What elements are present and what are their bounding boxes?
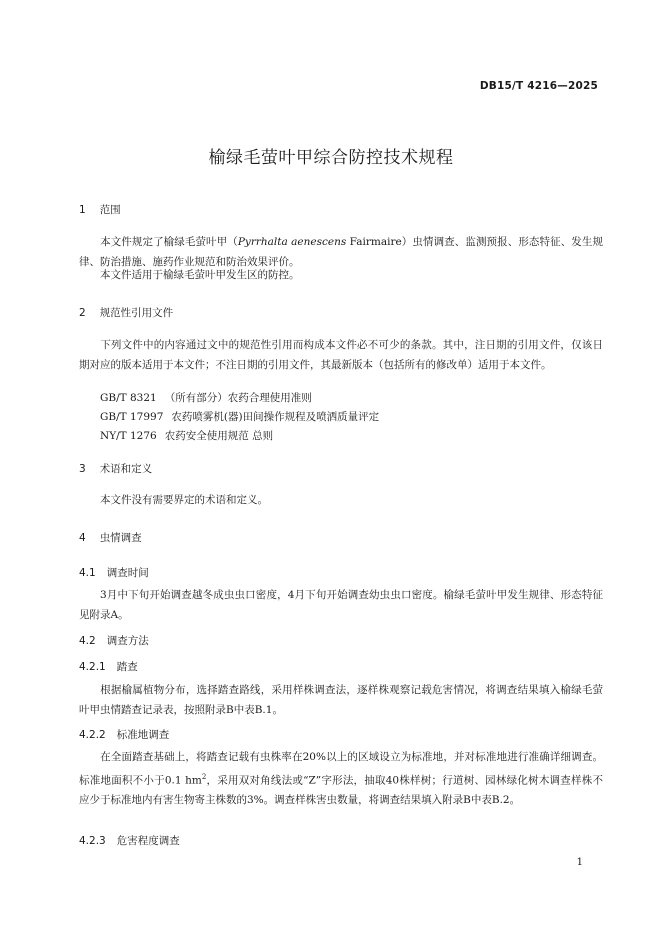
superscript: 2	[201, 772, 207, 781]
reference-code: NY/T 1276	[100, 430, 157, 442]
section-title: 范围	[99, 204, 121, 216]
reference-title: 农药喷雾机(器)田间操作规程及喷洒质量评定	[171, 411, 380, 423]
section-number: 4.2.2	[79, 729, 106, 741]
section-number: 3	[79, 463, 86, 475]
species-name: Pyrrhalta aenescens	[237, 236, 347, 248]
section-title: 调查时间	[106, 567, 149, 579]
section-title: 规范性引用文件	[99, 307, 174, 319]
section-number: 1	[79, 204, 86, 216]
normative-reference	[100, 409, 379, 424]
normative-reference	[100, 390, 312, 405]
document-title: 榆绿毛萤叶甲综合防控技术规程	[208, 148, 454, 168]
section-1-heading	[79, 202, 121, 217]
subsection-4-1-heading	[79, 565, 149, 580]
reference-title: （所有部分）农药合理使用准则	[164, 392, 312, 404]
reference-code: GB/T 8321	[100, 392, 157, 404]
normative-reference	[100, 428, 273, 443]
section-number: 4.2.1	[79, 661, 106, 673]
subsection-4-2-heading	[79, 633, 149, 648]
page-number: 1	[576, 857, 583, 868]
section-2-paragraph-1: 下列文件中的内容通过文中的规范性引用而构成本文件必不可少的条款。其中，注日期的引用文件，仅该日期对应的版本适用于本文件；不注日期的引用文件，其最新版本（包括所有的修改单）适用于本文件。	[79, 339, 603, 371]
subsection-4-1-paragraph-1: 3月中下旬开始调查越冬成虫虫口密度，4月下旬开始调查幼虫虫口密度。榆绿毛萤叶甲发生规律、形态特征见附录A。	[79, 589, 603, 621]
reference-code: GB/T 17997	[100, 411, 164, 423]
standard-code: DB15/T 4216—2025	[479, 80, 598, 92]
subsection-4-2-3-heading	[79, 833, 180, 848]
section-number: 4	[79, 532, 86, 544]
section-title: 踏查	[116, 661, 138, 673]
section-2-heading	[79, 305, 173, 320]
section-number: 4.1	[79, 567, 96, 579]
section-title: 虫情调查	[99, 532, 142, 544]
section-title: 调查方法	[106, 635, 149, 647]
section-4-heading	[79, 530, 142, 545]
section-title: 术语和定义	[99, 463, 153, 475]
section-number: 4.2.3	[79, 835, 106, 847]
section-number: 2	[79, 307, 86, 319]
section-title: 危害程度调查	[116, 835, 180, 847]
section-title: 标准地调查	[116, 729, 170, 741]
section-3-heading	[79, 461, 152, 476]
subsection-4-2-2-heading	[79, 727, 169, 742]
subsection-4-2-1-heading	[79, 659, 138, 674]
section-number: 4.2	[79, 635, 96, 647]
reference-title: 农药安全使用规范 总则	[164, 430, 274, 442]
section-1-paragraph-1: 本文件规定了榆绿毛萤叶甲（Pyrrhalta aenescens Fairmaire）虫情调查、监测预报、形态特征、发生规律、防治措施、施药作业规范和防治效果评价。	[79, 236, 603, 268]
subsection-4-2-2-paragraph-1: 在全面踏查基础上，将踏查记载有虫株率在20%以上的区域设立为标准地，并对标准地进行准确详细调查。标准地面积不小于0.1 $hm^2$，采用双对角线法或“Z”字形法，抽取40株样树；行道树、园林绿化树木调查样株不应少于标准地内有害生物寄主株数的3%。调查样株害虫数量，将调查结果填入附录B中表B.2。	[79, 751, 603, 806]
section-1-paragraph-2: 本文件适用于榆绿毛萤叶甲发生区的防控。	[100, 269, 300, 281]
section-3-paragraph-1: 本文件没有需要界定的术语和定义。	[100, 494, 268, 506]
subsection-4-2-1-paragraph-1: 根据榆属植物分布，选择踏查路线，采用样株调查法，逐样株观察记载危害情况，将调查结果填入榆绿毛萤叶甲虫情踏查记录表，按照附录B中表B.1。	[79, 684, 603, 716]
